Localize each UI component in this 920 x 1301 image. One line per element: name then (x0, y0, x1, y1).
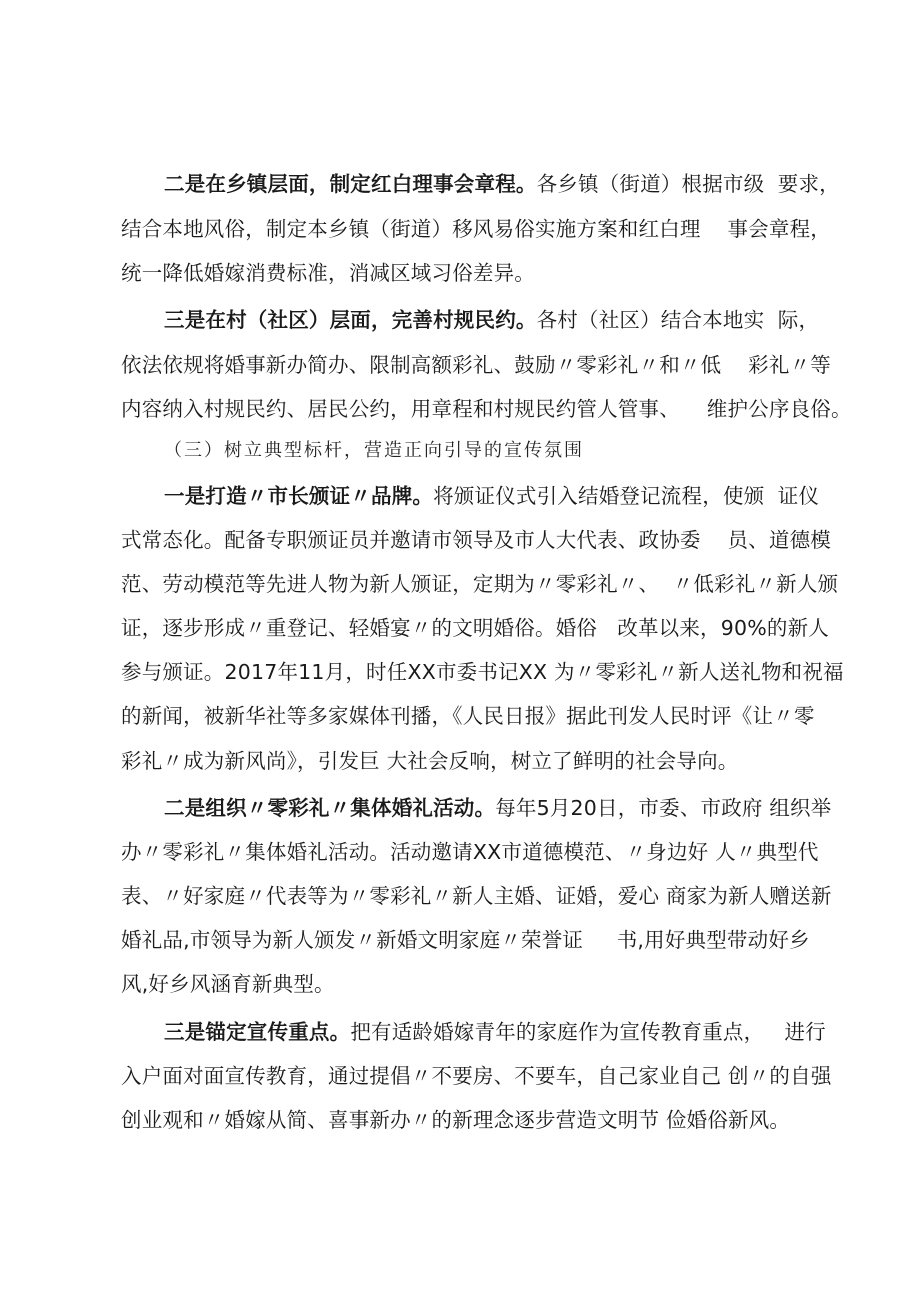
paragraph-2-line-1 (164, 306, 819, 334)
paragraph-4-line-1 (164, 794, 831, 822)
paragraph-5-text-1: 把有适龄婚嫁青年的家庭作为宣传教育重点， 进行 (350, 1020, 826, 1044)
paragraph-3-line-1 (164, 482, 819, 510)
paragraph-1-lead: 二是在乡镇层面，制定红白理事会章程。 (164, 172, 537, 196)
paragraph-1-line-1 (164, 170, 840, 198)
paragraph-4-line-4: 婚礼品,市领导为新人颁发〃新婚文明家庭〃荣誉证 书,用好典型带动好乡 (121, 928, 810, 952)
section-heading: （三）树立典型标杆，营造正向引导的宣传氛围 (164, 440, 584, 461)
paragraph-3-line-6: 的新闻，被新华社等多家媒体刊播，《人民日报》据此刊发人民时评《让〃零 (121, 704, 815, 728)
paragraph-3-text-1: 将颁证仪式引入结婚登记流程，使颁 证仪 (433, 484, 820, 508)
paragraph-5-line-1 (164, 1018, 826, 1046)
paragraph-1-text-1: 各乡镇（街道）根据市级 要求， (536, 172, 840, 196)
paragraph-3-line-3: 范、劳动模范等先进人物为新人颁证，定期为〃零彩礼〃、 〃低彩礼〃新人颁 (121, 572, 839, 596)
paragraph-2-line-2: 依法依规将婚事新办简办、限制高额彩礼、鼓励〃零彩礼〃和〃低 彩礼〃等 (121, 353, 831, 377)
paragraph-3-line-4: 证，逐步形成〃重登记、轻婚宴〃的文明婚俗。婚俗 改革以来，90%的新人 (121, 616, 830, 640)
paragraph-3-lead: 一是打造〃市长颁证〃品牌。 (164, 484, 434, 508)
paragraph-4-line-2: 办〃零彩礼〃集体婚礼活动。活动邀请XX市道德模范、〃身边好 人〃典型代 (121, 840, 819, 864)
paragraph-2-line-3: 内容纳入村规民约、居民公约，用章程和村规民约管人管事、 维护公序良俗。 (121, 397, 852, 421)
paragraph-1-line-3: 统一降低婚嫁消费标准，消减区域习俗差异。 (121, 261, 535, 285)
paragraph-3-line-5: 参与颁证。2017年11月，时任XX市委书记XX 为〃零彩礼〃新人送礼物和祝福 (121, 660, 844, 684)
paragraph-3-line-2: 式常态化。配备专职颁证员并邀请市领导及市人大代表、政协委 员、道德模 (121, 528, 831, 552)
paragraph-4-lead: 二是组织〃零彩礼〃集体婚礼活动。 (164, 796, 496, 820)
paragraph-4-line-5: 风,好乡风涵育新典型。 (121, 972, 335, 996)
paragraph-4-line-3: 表、〃好家庭〃代表等为〃零彩礼〃新人主婚、证婚，爱心 商家为新人赠送新 (121, 884, 832, 908)
paragraph-3-line-7: 彩礼〃成为新风尚》，引发巨 大社会反响，树立了鲜明的社会导向。 (121, 749, 739, 773)
paragraph-2-lead: 三是在村（社区）层面，完善村规民约。 (164, 308, 537, 332)
paragraph-5-line-3: 创业观和〃婚嫁从简、喜事新办〃的新理念逐步营造文明节 俭婚俗新风。 (121, 1108, 791, 1132)
paragraph-2-text-1: 各村（社区）结合本地实 际， (536, 308, 820, 332)
paragraph-1-line-2: 结合本地风俗，制定本乡镇（街道）移风易俗实施方案和红白理 事会章程， (121, 217, 831, 241)
paragraph-4-text-1: 每年5月20日，市委、市政府 组织举 (495, 796, 832, 820)
paragraph-5-lead: 三是锚定宣传重点。 (164, 1020, 351, 1044)
paragraph-5-line-2: 入户面对面宣传教育，通过提倡〃不要房、不要车，自己家业自己 创〃的自强 (121, 1064, 832, 1088)
